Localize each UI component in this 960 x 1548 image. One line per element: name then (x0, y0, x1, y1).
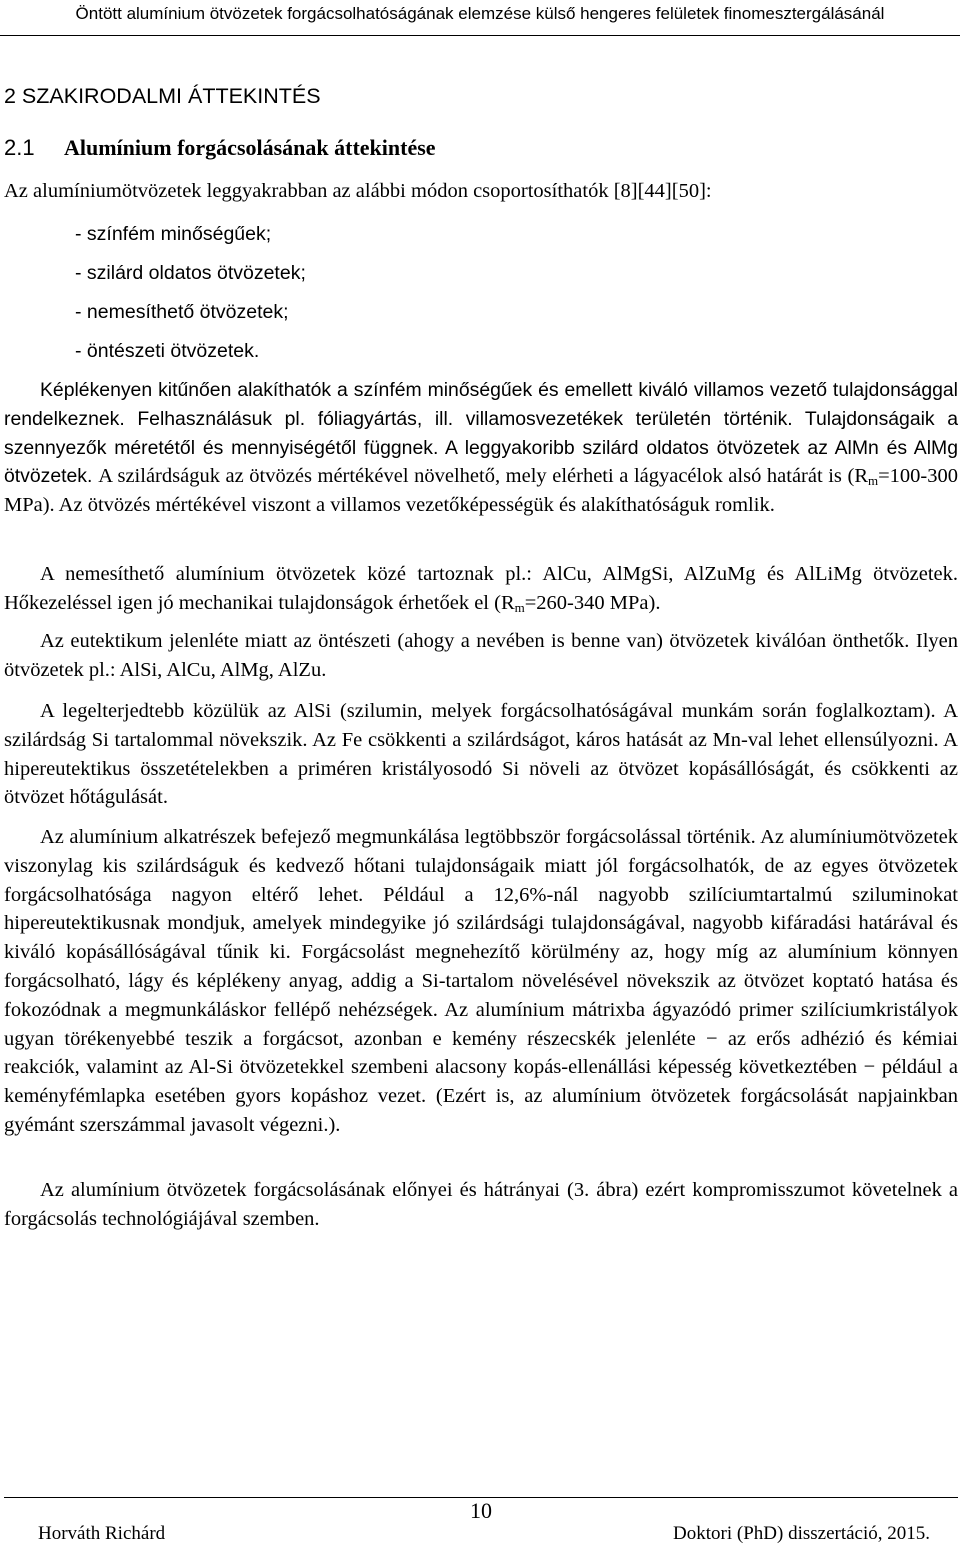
list-item: - szilárd oldatos ötvözetek; (75, 262, 306, 284)
paragraph-2-text-a: A nemesíthető alumínium ötvözetek közé tartoznak pl.: AlCu, AlMgSi, AlZuMg és AlLiMg ötvözetek. Hőkezeléssel igen jó mechanikai tulajdonságok érhetőek el (R (4, 563, 958, 614)
footer-thesis: Doktori (PhD) disszertáció, 2015. (673, 1523, 930, 1544)
paragraph-6 (4, 1176, 958, 1234)
subsection-number: 2.1 (4, 135, 35, 160)
running-header (0, 0, 960, 36)
paragraph-1-text-b: A szilárdságuk az ötvözés mértékével növelhető, mely elérheti a lágyacélok alsó határát is (R (98, 465, 868, 488)
paragraph-4 (4, 697, 958, 812)
paragraph-1-subscript: m (868, 473, 879, 489)
paragraph-2-subscript: m (514, 599, 525, 615)
paragraph-5-text: Az alumínium alkatrészek befejező megmunkálása legtöbbször forgácsolással történik. Az alumíniumötvözetek viszonylag kis szilárdságuk és kedvező hőtani tulajdonságaik miatt jól forgácsolhatók, de az egyes ötvözetek forgácsolhatósága nagyon eltérő lehet. Például a 12,6%-nál nagyobb szilíciumtartalmú sziluminokat hipereutektikusnak mondjuk, amelyek mindegyike jó szilárdsági tulajdonságával, nagyobb kifáradási határával és kiváló kopásállóságával tűnik ki. Forgácsolást megnehezítő körülmény az, hogy míg az alumínium könnyen forgácsolható, lágy és képlékeny anyag, addig a Si-tartalom növelésével növekszik az ötvözet koptató hatása és fokozódnak a megmunkáláskor fellépő nehézségek. Az alumínium mátrixba ágyazódó primer szilíciumkristályok ugyan törékenyebbé teszik a forgácsot, azonban e kemény részecskék jelenléte − az erős adhézió és kémiai reakciók, valamint az Al-Si ötvözetekkel szembeni alacsony kopás-ellenállási képesség következtében − például a keményfémlapka esetében gyors kopáshoz vezet. (Ezért is, az alumínium ötvözetek forgácsolását napjainkban gyémánt szerszámmal javasolt végezni.). (4, 826, 958, 1136)
subsection-heading (4, 135, 436, 161)
intro-text: Az alumíniumötvözetek leggyakrabban az alábbi módon csoportosíthatók [8][44][50]: (4, 180, 712, 202)
footer-author: Horváth Richárd (38, 1523, 166, 1544)
paragraph-1-text-c: =100-300 MPa). Az ötvözés mértékével viszont a villamos vezetőképességük és alakíthatóságuk romlik. (4, 465, 959, 517)
list-item: - színfém minőségűek; (75, 223, 272, 245)
paragraph-3 (4, 627, 958, 685)
section-heading: 2 SZAKIRODALMI ÁTTEKINTÉS (4, 84, 321, 108)
paragraph-2-text-b: =260-340 MPa). (524, 591, 661, 614)
paragraph-2 (4, 560, 958, 618)
paragraph-4-text: A legelterjedtebb közülük az AlSi (szilumin, melyek forgácsolhatóságával munkám során foglalkoztam). A szilárdság Si tartalommal növekszik. Az Fe csökkenti a szilárdságot, káros hatását az Mn-val lehet ellensúlyozni. A hipereutektikus összetételekben a priméren kristályosodó Si növeli az ötvözet kopásállóságát, és csökkenti az ötvözet hőtágulását. (4, 700, 958, 809)
list-item: - nemesíthető ötvözetek; (75, 301, 289, 323)
subsection-title: Alumínium forgácsolásának áttekintése (64, 135, 436, 160)
running-header-title: Öntött alumínium ötvözetek forgácsolhatóságának elemzése külső hengeres felületek finomesztergálásánál (75, 4, 885, 23)
list-item: - öntészeti ötvözetek. (75, 340, 260, 362)
paragraph-1-text-a: Képlékenyen kitűnően alakíthatók a színfém minőségűek és emellett kiváló villamos vezető tulajdonsággal rendelkeznek. Felhasználásuk pl. fóliagyártás, ill. villamosvezetékek területén történik. Tulajdonságaik a szennyezők méretétől és mennyiségétől függnek. A leggyakoribb szilárd oldatos ötvözetek az AlMn és AlMg ötvözetek. (4, 379, 958, 488)
paragraph-1 (4, 376, 958, 520)
paragraph-6-text: Az alumínium ötvözetek forgácsolásának előnyei és hátrányai (3. ábra) ezért kompromisszumot követelnek a forgácsolás technológiájával szemben. (4, 1179, 958, 1230)
paragraph-5 (4, 823, 958, 1140)
page-number: 10 (470, 1498, 492, 1523)
paragraph-3-text: Az eutektikum jelenléte miatt az öntészeti (ahogy a nevében is benne van) ötvözetek kiválóan önthetők. Ilyen ötvözetek pl.: AlSi, AlCu, AlMg, AlZu. (4, 630, 958, 681)
